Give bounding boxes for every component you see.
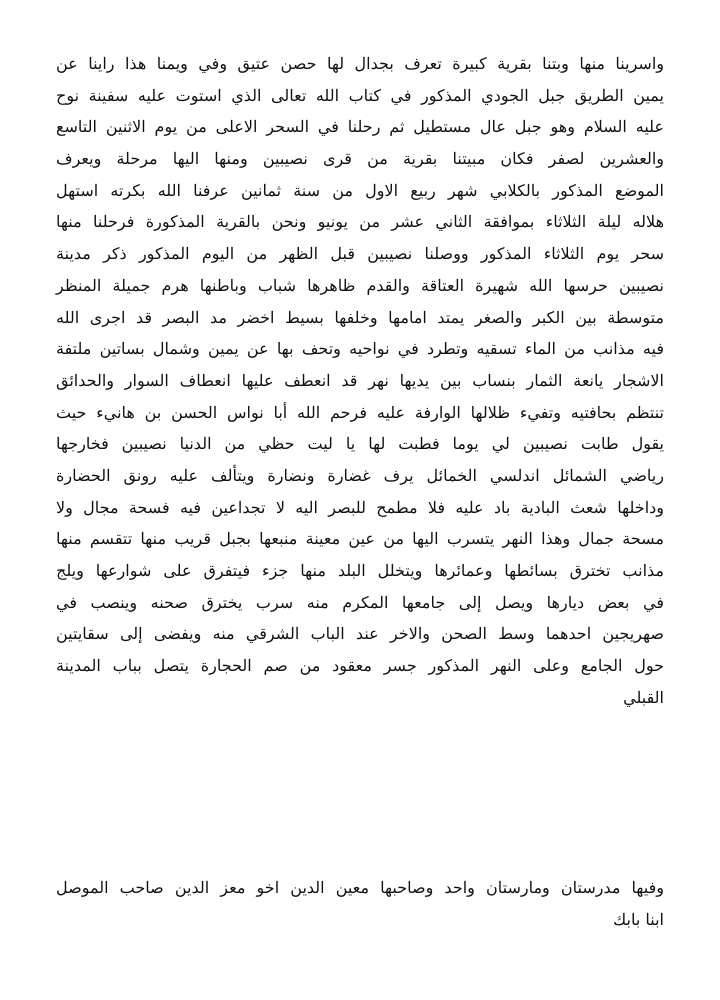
text-line: تنتظم بحافتيه وتفيء ظلالها الوارفة عليه فرحم الله أبا نواس الحسن بن هانيء حيث xyxy=(56,402,664,422)
text-line: عليه السلام وهو جبل عال مستطيل ثم رحلنا في السحر الاعلى من يوم الاثنين التاسع xyxy=(56,117,664,137)
text-line: الموضع المذكور بالكلابي شهر ربيع الاول من سنة ثمانين عرفنا الله بكرته استهل xyxy=(56,180,664,200)
text-line: يقول طابت نصيبين لي يوما فطبت لها يا ليت حظي من الدنيا نصيبين فخارجها xyxy=(56,434,665,454)
text-line: نصيبين حرسها الله شهيرة العتاقة والقدم ظاهرها شباب وباطنها هرم جميلة المنظر xyxy=(56,275,664,295)
text-line: الاشجار يانعة الثمار بنساب بين يديها نهر قد انعطف عليها انعطاف السوار والحدائق xyxy=(56,370,664,390)
text-line: مسحة جمال وهذا النهر يتسرب اليها من عين معينة منبعها بجبل قريب منها تتقسم منها xyxy=(56,529,664,549)
text-line: حول الجامع وعلى النهر المذكور جسر معقود من صم الحجارة يتصل بباب المدينة xyxy=(56,656,664,676)
text-line: فيه مذانب من الماء تسقيه وتطرد في نواحيه وتحف بها عن يمين وشمال بساتين ملتفة xyxy=(56,339,664,359)
paragraph-2 xyxy=(56,872,664,935)
text-line: ابنا بابك xyxy=(613,909,664,929)
text-line: القبلي xyxy=(623,687,664,707)
text-line: متوسطة بين الكبر والصغر يمتد امامها وخلفها بسيط اخضر مد البصر قد اجرى الله xyxy=(56,307,664,327)
text-line: مذانب تخترق بسائطها وعمائرها ويتخلل البلد منها جزء فيتفرق على شوارعها ويلج xyxy=(56,561,664,580)
text-line: هلاله ليلة الثلاثاء بموافقة الثاني عشر من يونيو ونحن بالقرية المذكورة فرحلنا منها xyxy=(56,212,664,232)
text-line: صهريجين احدهما وسط الصحن والاخر عند الباب الشرقي منه ويفضى إلى سقايتين xyxy=(56,624,664,644)
text-line: سحر يوم الثلاثاء المذكور ووصلنا نصيبين قبل الظهر من اليوم المذكور ذكر مدينة xyxy=(56,244,664,264)
text-line: وفيها مدرستان ومارستان واحد وصاحبها معين الدين اخو معز الدين صاحب الموصل xyxy=(56,878,664,897)
text-line: في بعض ديارها ويصل إلى جامعها المكرم منه سرب يخترق صحنه وينصب في xyxy=(56,592,664,612)
text-line: وداخلها شعث البادية باد عليه فلا مطمح للبصر اليه لا تجداعين فيه فسحة مجال ولا xyxy=(56,497,664,517)
paragraph-1 xyxy=(56,48,664,713)
text-line: رياضي الشمائل اندلسي الخمائل يرف غضارة ونضارة ويتألف عليه رونق الحضارة xyxy=(56,465,664,485)
text-line: والعشرين لصفر فكان مبيتنا بقرية من قرى نصيبين ومنها اليها مرحلة ويعرف xyxy=(56,149,664,169)
text-line: واسرينا منها وبتنا بقرية كبيرة تعرف بجدال لها حصن عتيق وفي ويمنا هذا راينا عن xyxy=(56,54,664,73)
text-line: يمين الطريق جبل الجودي المذكور في كتاب الله تعالى الذي استوت عليه سفينة نوح xyxy=(56,85,664,105)
